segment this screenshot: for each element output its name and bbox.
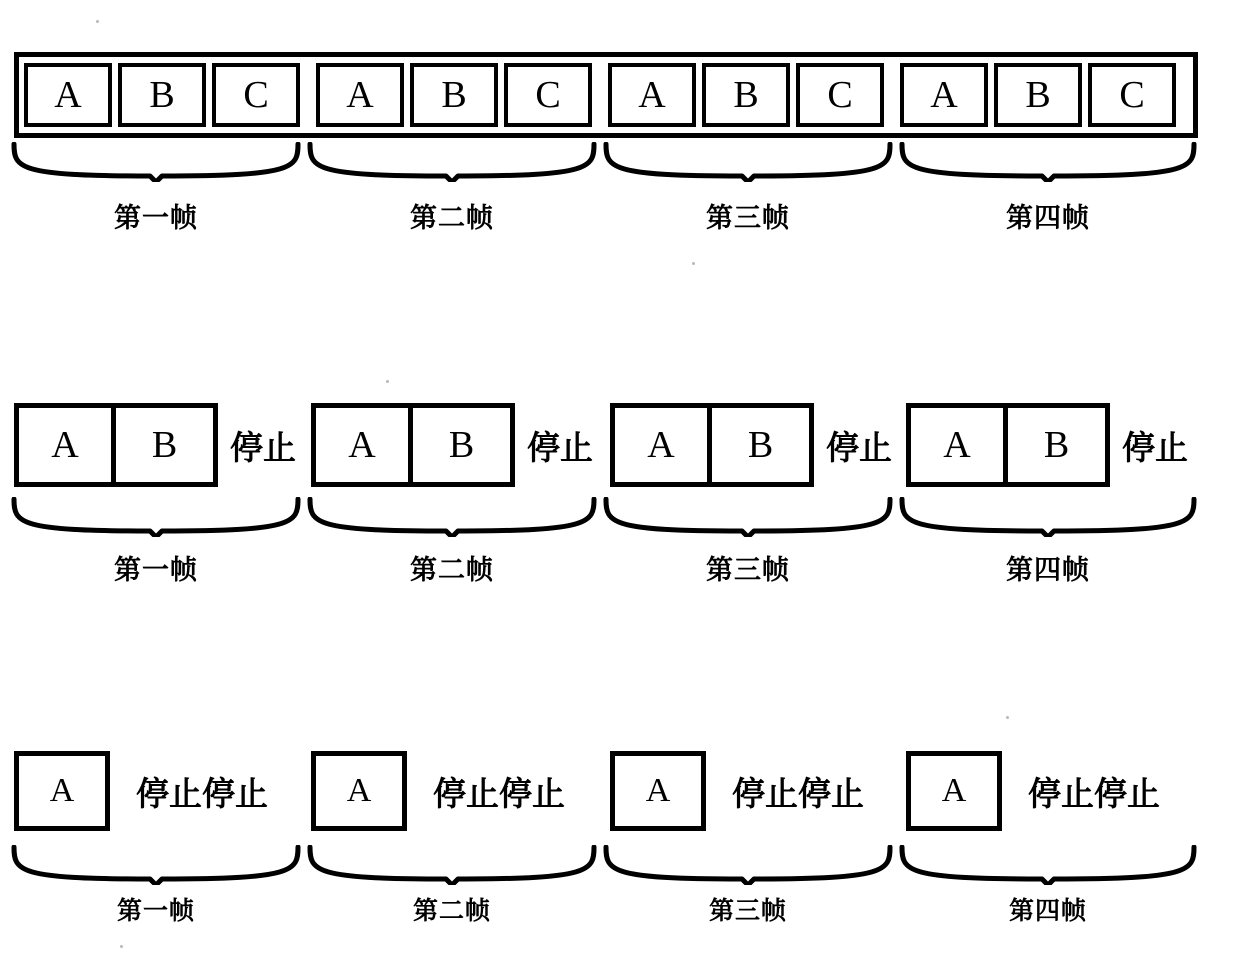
row-1-frame-2-cell-A: A bbox=[316, 63, 404, 127]
row-1-frame-4 bbox=[894, 57, 1176, 133]
row-1-frame-3-label: 第三帧 bbox=[706, 203, 790, 233]
row-3-frame-2-stop-label: 停止停止 bbox=[433, 776, 565, 813]
row-1-track bbox=[14, 52, 1198, 138]
row-2-frame-4-stop-label: 停止 bbox=[1122, 430, 1188, 467]
row-1-frame-1-label: 第一帧 bbox=[114, 203, 198, 233]
row-1-frame-1 bbox=[19, 57, 300, 133]
row-2-frame-3-cell-B: B bbox=[712, 408, 809, 482]
row-2-brace-3 bbox=[602, 497, 894, 537]
row-3-frame-3 bbox=[610, 751, 864, 831]
row-1-frame-3 bbox=[602, 57, 884, 133]
row-1-frame-4-cell-C: C bbox=[1088, 63, 1176, 127]
row-3-frame-4-label: 第四帧 bbox=[1008, 898, 1087, 925]
row-1-gap-2 bbox=[592, 95, 602, 96]
scan-speck bbox=[96, 20, 99, 23]
row-1-brace-1 bbox=[10, 142, 302, 182]
row-1-frame-2 bbox=[310, 57, 592, 133]
row-3-frame-1-label: 第一帧 bbox=[116, 898, 195, 925]
row-2-brace-1 bbox=[10, 497, 302, 537]
row-1-frame-4-cell-B: B bbox=[994, 63, 1082, 127]
row-3-frame-2-label: 第二帧 bbox=[412, 898, 491, 925]
row-1-frame-4-label: 第四帧 bbox=[1006, 203, 1090, 233]
row-2-frame-3-label: 第三帧 bbox=[706, 555, 790, 585]
row-3-frame-4-cell-A: A bbox=[906, 751, 1002, 831]
row-2-frame-2-stop-label: 停止 bbox=[527, 430, 593, 467]
row-3-frame-2 bbox=[311, 751, 565, 831]
scan-speck bbox=[120, 945, 123, 948]
row-1-frame-3-cell-C: C bbox=[796, 63, 884, 127]
row-1-gap-3 bbox=[884, 95, 894, 96]
row-2-frame-3-cell-A: A bbox=[615, 408, 712, 482]
scan-speck bbox=[386, 380, 389, 383]
row-2-frame-3 bbox=[610, 403, 892, 487]
row-1-frame-3-cell-A: A bbox=[608, 63, 696, 127]
row-1-brace-2 bbox=[306, 142, 598, 182]
row-2-frame-2 bbox=[311, 403, 593, 487]
row-3-frame-3-stop-label: 停止停止 bbox=[732, 776, 864, 813]
row-2-frame-4-box bbox=[906, 403, 1110, 487]
row-3-frame-2-cell-A: A bbox=[311, 751, 407, 831]
row-2-frame-1 bbox=[14, 403, 296, 487]
row-3-frame-1-stop-label: 停止停止 bbox=[136, 776, 268, 813]
row-3-frame-4 bbox=[906, 751, 1160, 831]
row-3-brace-3 bbox=[602, 845, 894, 885]
row-2-frame-4 bbox=[906, 403, 1188, 487]
row-1-frame-1-cell-A: A bbox=[24, 63, 112, 127]
row-3-frame-3-label: 第三帧 bbox=[708, 898, 787, 925]
row-1-brace-3 bbox=[602, 142, 894, 182]
row-3-frame-1-cell-A: A bbox=[14, 751, 110, 831]
row-1-frame-2-cell-B: B bbox=[410, 63, 498, 127]
row-2-frame-2-cell-A: A bbox=[316, 408, 413, 482]
row-2-frame-1-cell-A: A bbox=[19, 408, 116, 482]
row-2-frame-2-box bbox=[311, 403, 515, 487]
row-2-frame-3-box bbox=[610, 403, 814, 487]
row-1-frame-3-cell-B: B bbox=[702, 63, 790, 127]
row-1-frame-2-cell-C: C bbox=[504, 63, 592, 127]
row-2-frame-1-stop-label: 停止 bbox=[230, 430, 296, 467]
row-2-frame-1-box bbox=[14, 403, 218, 487]
scan-speck bbox=[1006, 716, 1009, 719]
row-1-frame-1-cell-C: C bbox=[212, 63, 300, 127]
row-1-frame-2-label: 第二帧 bbox=[410, 203, 494, 233]
row-2-frame-1-cell-B: B bbox=[116, 408, 213, 482]
row-2-brace-2 bbox=[306, 497, 598, 537]
row-2-frame-4-cell-A: A bbox=[911, 408, 1008, 482]
row-3-brace-4 bbox=[898, 845, 1198, 885]
row-2-frame-4-label: 第四帧 bbox=[1006, 555, 1090, 585]
row-3-brace-1 bbox=[10, 845, 302, 885]
row-3-frame-3-cell-A: A bbox=[610, 751, 706, 831]
row-2-frame-3-stop-label: 停止 bbox=[826, 430, 892, 467]
row-3-frame-4-stop-label: 停止停止 bbox=[1028, 776, 1160, 813]
row-3-brace-2 bbox=[306, 845, 598, 885]
row-2-frame-2-label: 第二帧 bbox=[410, 555, 494, 585]
row-1-brace-4 bbox=[898, 142, 1198, 182]
scan-speck bbox=[692, 262, 695, 265]
row-3-frame-1 bbox=[14, 751, 268, 831]
row-1-frame-4-cell-A: A bbox=[900, 63, 988, 127]
row-1-gap-1 bbox=[300, 95, 310, 96]
row-2-frame-4-cell-B: B bbox=[1008, 408, 1105, 482]
row-2-brace-4 bbox=[898, 497, 1198, 537]
row-2-frame-1-label: 第一帧 bbox=[114, 555, 198, 585]
row-2-frame-2-cell-B: B bbox=[413, 408, 510, 482]
row-1-frame-1-cell-B: B bbox=[118, 63, 206, 127]
